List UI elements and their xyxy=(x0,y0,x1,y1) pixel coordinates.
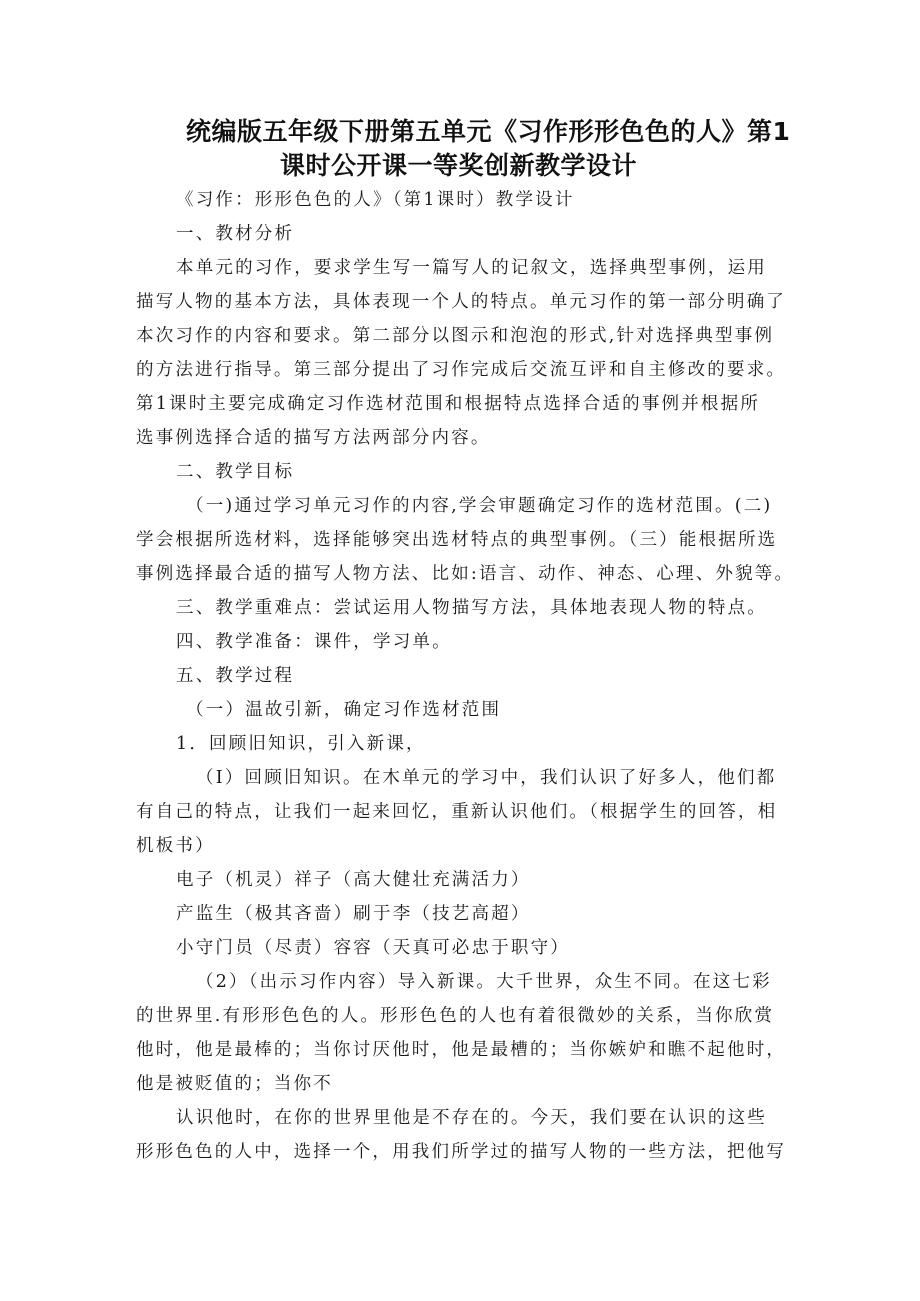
section-heading: 三、教学重难点：尝试运用人物描写方法，具体地表现人物的特点。 xyxy=(176,598,767,618)
paragraph-line: （I）回顾旧知识。在木单元的学习中，我们认识了好多人，他们都 xyxy=(196,768,777,788)
paragraph-line: （2）（出示习作内容）导入新课。大千世界，众生不同。在这七彩 xyxy=(196,972,772,992)
section-heading: 二、教学目标 xyxy=(176,462,295,482)
subsection-heading: （一）温故引新，确定习作选材范围 xyxy=(186,700,502,720)
board-note-line: 产监生（极其吝啬）刷于李（技艺高超） xyxy=(176,904,531,924)
paragraph-line: 他是被贬值的；当你不 xyxy=(136,1074,333,1094)
section-heading: 四、教学准备：课件，学习单。 xyxy=(176,632,452,652)
section-heading: 五、教学过程 xyxy=(176,666,295,686)
numbered-item: 1．回顾旧知识，引入新课， xyxy=(176,734,426,754)
section-heading: 一、教材分析 xyxy=(176,224,295,244)
paragraph-line: 有自己的特点，让我们一起来回忆，重新认识他们。（根据学生的回答，相 xyxy=(136,802,778,822)
paragraph-line: 本单元的习作，要求学生写一篇写人的记叙文，选择典型事例，运用 xyxy=(176,258,767,278)
paragraph-line: 机板书） xyxy=(136,836,215,856)
paragraph-line: 认识他时，在你的世界里他是不存在的。今天，我们要在认识的这些 xyxy=(176,1108,767,1128)
paragraph-line: 第1课时主要完成确定习作选材范围和根据特点选择合适的事例并根据所 xyxy=(136,394,761,414)
paragraph-line: 事例选择最合适的描写人物方法、比如:语言、动作、神态、心理、外貌等。 xyxy=(136,564,795,584)
paragraph-line: 他时，他是最棒的；当你讨厌他时，他是最槽的；当你嫉妒和瞧不起他时， xyxy=(136,1040,787,1060)
board-note-line: 小守门员（尽责）容容（天真可必忠于职守） xyxy=(176,938,570,958)
subtitle: 《习作：形形色色的人》（第1课时）教学设计 xyxy=(176,190,575,210)
document-title-line-1: 统编版五年级下册第五单元《习作形形色色的人》第1 xyxy=(186,117,791,146)
paragraph-line: （一)通过学习单元习作的内容,学会审题确定习作的选材范围。(二) xyxy=(186,496,773,516)
document-title-line-2: 课时公开课一等奖创新教学设计 xyxy=(280,151,638,180)
paragraph-line: 本次习作的内容和要求。第二部分以图示和泡泡的形式,针对选择典型事例 xyxy=(136,326,775,346)
paragraph-line: 的世界里.有形形色色的人。形形色色的人也有着很微妙的关系，当你欣赏 xyxy=(136,1006,775,1026)
paragraph-line: 选事例选择合适的描写方法两部分内容。 xyxy=(136,428,491,448)
paragraph-line: 描写人物的基本方法，具体表现一个人的特点。单元习作的第一部分明确了 xyxy=(136,292,787,312)
paragraph-line: 学会根据所选材料，选择能够突出选材特点的典型事例。（三）能根据所选 xyxy=(136,530,778,550)
board-note-line: 电子（机灵）祥子（高大健壮充满活力） xyxy=(176,870,531,890)
paragraph-line: 形形色色的人中，选择一个，用我们所学过的描写人物的一些方法，把他写 xyxy=(136,1142,787,1162)
paragraph-line: 的方法进行指导。第三部分提出了习作完成后交流互评和自主修改的要求。 xyxy=(136,360,787,380)
